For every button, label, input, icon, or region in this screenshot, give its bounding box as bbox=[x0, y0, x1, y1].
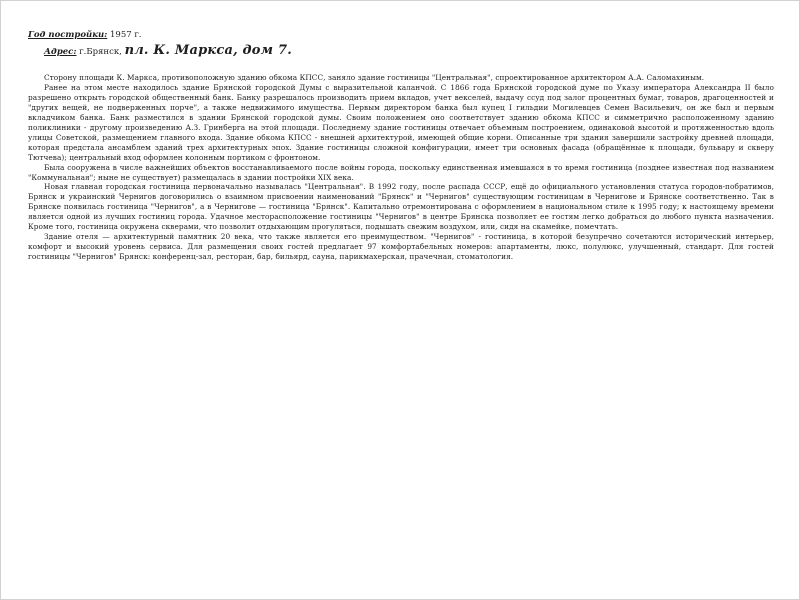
address-label: Адрес: bbox=[44, 47, 77, 57]
paragraph: Была сооружена в числе важнейших объектов восстанавливаемого после войны города, поскольку единственная имевшаяся в то время гостиница (позднее известная под названием "Коммунальная"; ныне не существует) размещалась в здании постройки XIX века. bbox=[28, 162, 774, 182]
address-line bbox=[44, 43, 768, 60]
construction-year-value: 1957 г. bbox=[107, 30, 142, 40]
address-city: г.Брянск, bbox=[76, 47, 125, 57]
construction-year-line bbox=[28, 29, 768, 41]
document-body bbox=[28, 73, 774, 262]
paragraph: Ранее на этом месте находилось здание Брянской городской Думы с выразительной каланчой. С 1866 года Брянской городской думе по Указу императора Александра II было разрешено открыть городской общественный банк. Банку разрешалось производить прием вкладов, учет векселей, выдачу ссуд под залог процентных бумаг, товаров, драгоценностей и "других вещей, не подверженных порче", а также недвижимого имущества. Первым директором банка был купец I гильдии Могилевцев Семен Васильевич, он же был и первым вкладчиком банка. Банк разместился в здании Брянской городской думы. Своим положением оно соответствует зданию обкома КПСС и симметрично расположенному зданию поликлиники - другому произведению А.З. Гринберга на этой площади. Последнему здание гостиницы отвечает объемным построением, одинаковой высотой и протяженностью вдоль улицы Советской, размещением главного входа. Здание обкома КПСС - внешней архитектурой, имеющей общие корни. Описанные три здания завершили застройку древней площади, которая предстала ансамблем зданий трех архитектурных эпох. Здание гостиницы сложной конфигурации, имеет три основных фасада (обращённые к площади, бульвару и скверу Тютчева); центральный вход оформлен колонным портиком с фронтоном. bbox=[28, 82, 774, 162]
document-header bbox=[28, 29, 768, 60]
construction-year-label: Год постройки: bbox=[28, 30, 108, 40]
address-street: пл. К. Маркса, дом 7. bbox=[124, 43, 292, 58]
paragraph: Здание отеля — архитектурный памятник 20 века, что также является его преимуществом. "Чернигов" - гостиница, в которой безупречно сочетаются исторический интерьер, комфорт и высокий уровень сервиса. Для размещения своих гостей предлагает 97 комфортабельных номеров: апартаменты, люкс, полулюкс, улучшенный, стандарт. Для гостей гостиницы "Чернигов" Брянск: конференц-зал, ресторан, бар, бильярд, сауна, парикмахерская, прачечная, стоматология. bbox=[28, 232, 774, 262]
paragraph: Новая главная городская гостиница первоначально называлась "Центральная". В 1992 году, после распада СССР, ещё до официального установления статуса городов-побратимов, Брянск и украинский Чернигов договорились о взаимном присвоении наименований "Брянск" и "Чернигов" существующим гостиницам в Чернигове и Брянске соответственно. Так в Брянске появилась гостиница "Чернигов", а в Чернигове — гостиница "Брянск". Капитально отремонтирована с оформлением в национальном стиле к 1995 году; к настоящему времени является одной из лучших гостиниц города. Удачное месторасположение гостиницы "Чернигов" в центре Брянска позволяет ее гостям легко добраться до любого пункта назначения. Кроме того, гостиница окружена скверами, что позволит отдыхающим прогуляться, подышать свежим воздухом, или, сидя на скамейке, помечтать. bbox=[28, 182, 774, 232]
paragraph: Сторону площади К. Маркса, противоположную зданию обкома КПСС, заняло здание гостиницы "Центральная", спроектированное архитектором А.А. Саломахиным. bbox=[44, 73, 705, 82]
